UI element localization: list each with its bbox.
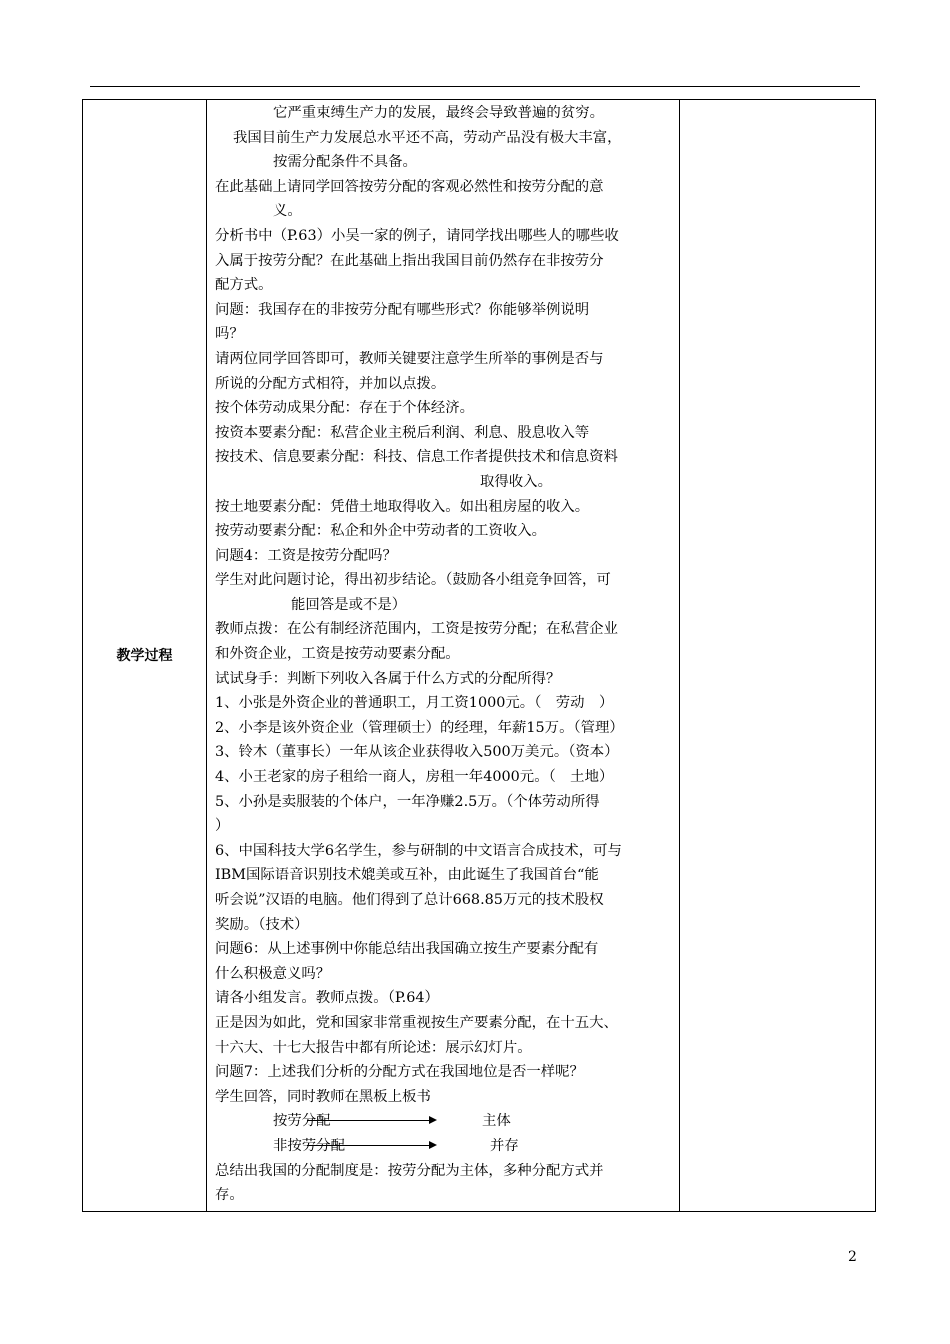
page-number: 2: [848, 1249, 857, 1265]
text-line: ）: [215, 818, 230, 835]
text-line: 2、小李是该外资企业（管理硕士）的经理，年薪15万。（管理）: [215, 719, 624, 736]
blackboard-row: [215, 1134, 673, 1159]
text-line: 能回答是或不是）: [291, 596, 407, 613]
board-term-right: 主体: [482, 1113, 511, 1130]
right-arrow-icon: [307, 1120, 435, 1121]
notes-cell: [680, 100, 876, 1212]
text-line: 问题6：从上述事例中你能总结出我国确立按生产要素分配有: [215, 941, 599, 958]
text-line: 配方式。: [215, 277, 273, 294]
text-line: 和外资企业，工资是按劳动要素分配。: [215, 646, 460, 663]
text-line: 请各小组发言。教师点拨。（P.64）: [215, 990, 439, 1007]
text-line: 学生对此问题讨论，得出初步结论。（鼓励各小组竞争回答，可: [215, 572, 611, 589]
text-line: 在此基础上请同学回答按劳分配的客观必然性和按劳分配的意: [215, 178, 604, 195]
blackboard-row: [215, 1109, 673, 1134]
text-line: 问题：我国存在的非按劳分配有哪些形式？你能够举例说明: [215, 301, 590, 318]
text-line: 4、小王老家的房子租给一商人，房租一年4000元。（ 土地）: [215, 769, 614, 786]
text-line: 正是因为如此，党和国家非常重视按生产要素分配，在十五大、: [215, 1014, 618, 1031]
text-line: 3、铃木（董事长）一年从该企业获得收入500万美元。（资本）: [215, 744, 619, 761]
text-line: 1、小张是外资企业的普通职工，月工资1000元。（ 劳动 ）: [215, 695, 614, 712]
text-line: 按资本要素分配：私营企业主税后利润、利息、股息收入等: [215, 424, 590, 441]
header-rule: [90, 86, 860, 87]
text-line: 入属于按劳分配？在此基础上指出我国目前仍然存在非按劳分: [215, 252, 604, 269]
text-line: 试试身手：判断下列收入各属于什么方式的分配所得？: [215, 670, 561, 687]
text-line: 听会说”汉语的电脑。他们得到了总计668.85万元的技术股权: [215, 892, 604, 908]
text-line: 按劳动要素分配：私企和外企中劳动者的工资收入。: [215, 523, 546, 540]
section-label: 教学过程: [116, 648, 173, 665]
board-term-left: 按劳分配: [273, 1113, 331, 1130]
content-cell: [207, 100, 680, 1212]
text-line: 总结出我国的分配制度是：按劳分配为主体，多种分配方式并: [215, 1162, 604, 1179]
text-line: 问题7：上述我们分析的分配方式在我国地位是否一样呢？: [215, 1064, 584, 1081]
text-line: 分析书中（P.63）小吴一家的例子，请同学找出哪些人的哪些收: [215, 227, 619, 244]
text-line: 义。: [273, 203, 302, 220]
board-term-right: 并存: [490, 1137, 519, 1154]
text-line: 它严重束缚生产力的发展，最终会导致普遍的贫穷。: [273, 105, 604, 121]
text-line: IBM国际语音识别技术媲美或互补，由此诞生了我国首台“能: [215, 867, 599, 884]
text-line: 什么积极意义吗？: [215, 965, 331, 982]
lesson-plan-table: [82, 99, 876, 1212]
text-line: 奖励。（技术）: [215, 916, 309, 933]
content-body: [207, 100, 679, 1211]
section-label-cell: [83, 100, 207, 1212]
text-line: 教师点拨：在公有制经济范围内，工资是按劳分配；在私营企业: [215, 621, 618, 638]
text-line: 按需分配条件不具备。: [273, 154, 417, 171]
text-line: 5、小孙是卖服装的个体户，一年净赚2.5万。（个体劳动所得: [215, 793, 600, 810]
text-line: 我国目前生产力发展总水平还不高，劳动产品没有极大丰富，: [233, 129, 622, 146]
text-line: 按个体劳动成果分配：存在于个体经济。: [215, 400, 475, 417]
text-line: 学生回答，同时教师在黑板上板书: [215, 1088, 431, 1105]
text-line: 存。: [215, 1187, 244, 1204]
right-arrow-icon: [307, 1145, 435, 1146]
text-line: 十六大、十七大报告中都有所论述：展示幻灯片。: [215, 1039, 532, 1056]
text-line: 按土地要素分配：凭借土地取得收入。如出租房屋的收入。: [215, 498, 590, 515]
board-term-left: 非按劳分配: [273, 1137, 345, 1154]
text-line: 问题4：工资是按劳分配吗？: [215, 547, 397, 564]
table-row: [83, 100, 876, 1212]
text-line: 取得收入。: [480, 473, 552, 490]
text-line: 吗？: [215, 326, 244, 343]
text-line: 6、中国科技大学6名学生，参与研制的中文语言合成技术，可与: [215, 842, 622, 859]
text-line: 所说的分配方式相符，并加以点拨。: [215, 375, 446, 392]
text-line: 按技术、信息要素分配：科技、信息工作者提供技术和信息资料: [215, 449, 618, 466]
text-line: 请两位同学回答即可，教师关键要注意学生所举的事例是否与: [215, 350, 604, 367]
